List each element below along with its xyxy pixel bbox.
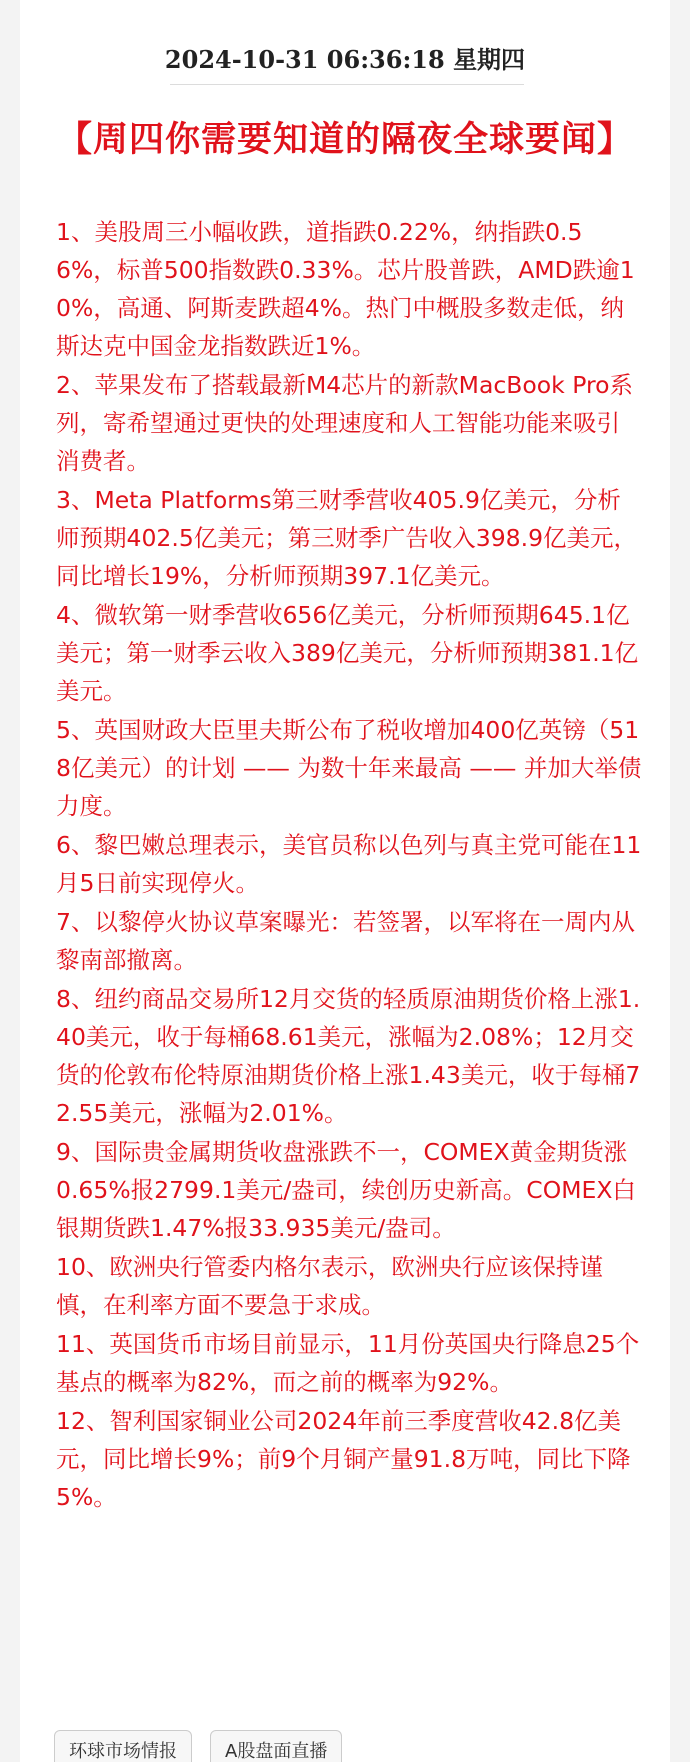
- publish-datetime: 2024-10-31 06:36:18 星期四: [164, 45, 526, 74]
- news-item-2: 2、苹果发布了搭载最新M4芯片的新款MacBook Pro系列，寄希望通过更快的处理速度和人工智能功能来吸引消费者。: [56, 371, 634, 475]
- datetime-divider: [170, 84, 524, 85]
- news-item-11: 11、英国货币市场目前显示，11月份英国央行降息25个基点的概率为82%，而之前的概率为92%。: [56, 1330, 640, 1396]
- news-item-8: 8、纽约商品交易所12月交货的轻质原油期货价格上涨1.40美元，收于每桶68.61美元，涨幅为2.08%；12月交货的伦敦布伦特原油期货价格上涨1.43美元，收于每桶72.55美元，涨幅为2.01%。: [56, 985, 641, 1127]
- news-item-12: 12、智利国家铜业公司2024年前三季度营收42.8亿美元，同比增长9%；前9个月铜产量91.8万吨，同比下降5%。: [56, 1407, 631, 1511]
- news-item-10: 10、欧洲央行管委内格尔表示，欧洲央行应该保持谨慎，在利率方面不要急于求成。: [56, 1253, 603, 1319]
- tag-global-market[interactable]: 环球市场情报: [54, 1730, 192, 1762]
- news-item-9: 9、国际贵金属期货收盘涨跌不一，COMEX黄金期货涨0.65%报2799.1美元/盎司，续创历史新高。COMEX白银期货跌1.47%报33.935美元/盎司。: [56, 1138, 636, 1242]
- news-item-6: 6、黎巴嫩总理表示，美官员称以色列与真主党可能在11月5日前实现停火。: [56, 831, 642, 897]
- news-list: [56, 213, 642, 1517]
- news-item-7: 7、以黎停火协议草案曝光：若签署，以军将在一周内从黎南部撤离。: [56, 908, 635, 974]
- news-item-1: 1、美股周三小幅收跌，道指跌0.22%，纳指跌0.56%，标普500指数跌0.33%。芯片股普跌，AMD跌逾10%，高通、阿斯麦跌超4%。热门中概股多数走低，纳斯达克中国金龙指数跌近1%。: [56, 218, 635, 360]
- page-title: 【周四你需要知道的隔夜全球要闻】: [56, 120, 633, 160]
- news-item-3: 3、Meta Platforms第三财季营收405.9亿美元，分析师预期402.5亿美元；第三财季广告收入398.9亿美元，同比增长19%，分析师预期397.1亿美元。: [56, 486, 638, 590]
- topic-tags: [54, 1730, 342, 1762]
- news-item-5: 5、英国财政大臣里夫斯公布了税收增加400亿英镑（518亿美元）的计划 —— 为数十年来最高 —— 并加大举债力度。: [56, 716, 642, 820]
- tag-a-share-live[interactable]: A股盘面直播: [210, 1730, 342, 1762]
- news-item-4: 4、微软第一财季营收656亿美元，分析师预期645.1亿美元；第一财季云收入389亿美元，分析师预期381.1亿美元。: [56, 601, 639, 705]
